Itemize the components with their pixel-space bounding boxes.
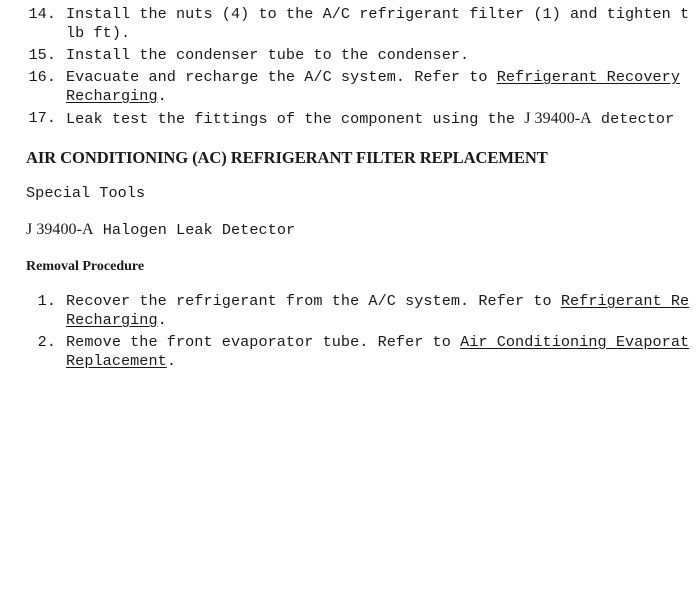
replacement-link[interactable]: Replacement (66, 352, 167, 370)
step-text: Recover the refrigerant from the A/C system. Refer to (66, 292, 561, 310)
recharging-link[interactable]: Recharging (66, 311, 158, 329)
removal-steps-list (0, 292, 700, 374)
tool-name: Halogen Leak Detector (93, 221, 296, 239)
installation-steps-list (0, 5, 700, 132)
step-15 (0, 46, 700, 65)
refrigerant-recovery-link[interactable]: Refrigerant Re (560, 292, 690, 310)
tool-number: J 39400-A (524, 110, 592, 127)
step-number: 17. (28, 109, 56, 127)
step-number: 2. (37, 333, 56, 351)
step-number: 16. (28, 68, 56, 86)
step-text: Remove the front evaporator tube. Refer to (66, 333, 461, 351)
evaporator-replacement-link[interactable]: Air Conditioning Evaporat (460, 333, 690, 351)
refrigerant-recovery-link[interactable]: Refrigerant Recovery (496, 68, 680, 86)
step-text: Evacuate and recharge the A/C system. Refer to (66, 68, 497, 86)
step-17 (0, 109, 700, 129)
step-14 (0, 5, 700, 43)
removal-step-1 (0, 292, 700, 330)
special-tools-label: Special Tools (26, 184, 146, 202)
step-text-continuation: Recharging. (66, 311, 167, 329)
step-text-continuation: lb ft). (66, 24, 131, 42)
removal-step-2 (0, 333, 700, 371)
step-number: 15. (28, 46, 56, 64)
removal-procedure-heading: Removal Procedure (26, 259, 145, 274)
recharging-link[interactable]: Recharging (66, 87, 158, 105)
step-number: 14. (28, 5, 56, 23)
step-text-continuation: Recharging. (66, 87, 167, 105)
tool-number: J 39400-A (26, 221, 94, 238)
step-16 (0, 68, 700, 106)
step-text: detector (591, 110, 675, 128)
step-text: Leak test the fittings of the component using the (66, 110, 525, 128)
section-title: AIR CONDITIONING (AC) REFRIGERANT FILTER REPLACEMENT (26, 148, 548, 167)
step-text: Install the condenser tube to the condenser. (66, 46, 470, 64)
tool-line (26, 221, 295, 239)
step-text-continuation: Replacement. (66, 352, 176, 370)
step-number: 1. (37, 292, 56, 310)
step-text: Install the nuts (4) to the A/C refrigerant filter (1) and tighten t (66, 5, 690, 23)
